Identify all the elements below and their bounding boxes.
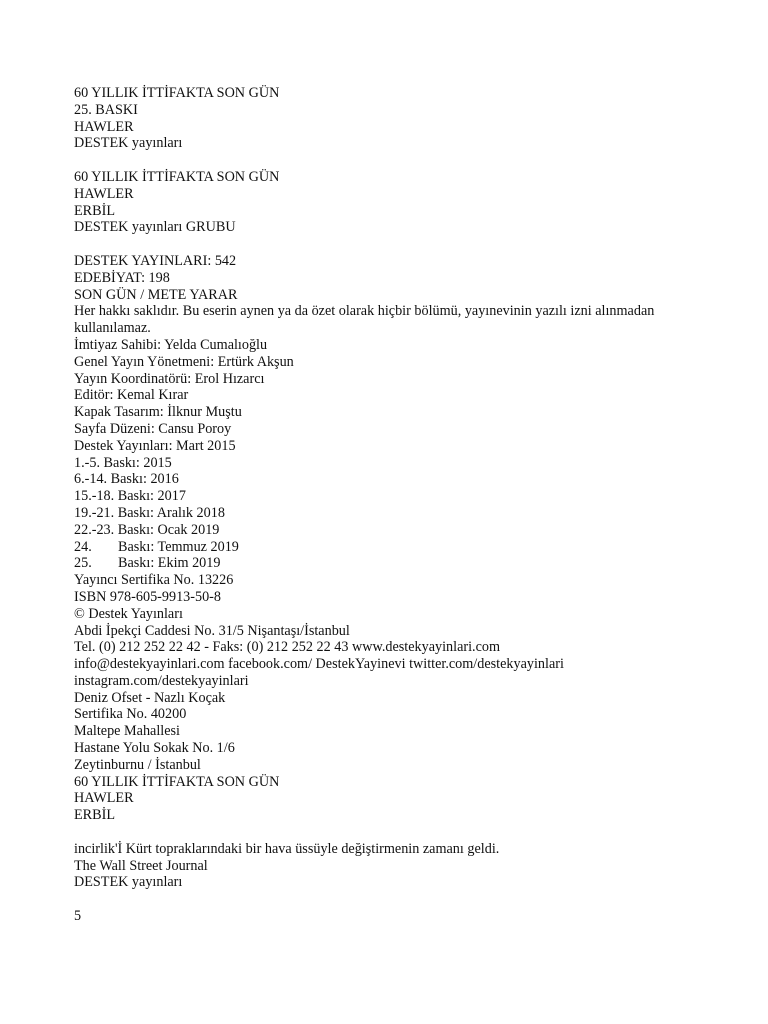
city-name-repeat: ERBİL	[74, 807, 115, 824]
contact-social: info@destekyayinlari.com facebook.com/ DestekYayinevi twitter.com/destekyayinlari	[74, 656, 564, 673]
layout-credit: Sayfa Düzeni: Cansu Poroy	[74, 420, 232, 437]
print-history-item	[74, 555, 704, 572]
book-title-repeat: 60 YILLIK İTTİFAKTA SON GÜN	[74, 168, 280, 185]
isbn: ISBN 978-605-9913-50-8	[74, 588, 221, 605]
city-name: ERBİL	[74, 202, 115, 219]
director-credit: Genel Yayın Yönetmeni: Ertürk Akşun	[74, 353, 294, 370]
printer-address: Maltepe Mahallesi	[74, 723, 180, 740]
printer-certificate: Sertifika No. 40200	[74, 706, 187, 723]
contact-instagram: instagram.com/destekyayinlari	[74, 672, 249, 689]
second-title-block	[74, 169, 704, 236]
spacer	[74, 152, 704, 169]
category-number: EDEBİYAT: 198	[74, 269, 170, 286]
editor-credit: Editör: Kemal Kırar	[74, 387, 189, 404]
publisher-address: Abdi İpekçi Caddesi No. 31/5 Nişantaşı/İstanbul	[74, 622, 350, 639]
publisher-certificate: Yayıncı Sertifika No. 13226	[74, 572, 234, 589]
print-history-item: 22.-23. Baskı: Ocak 2019	[74, 521, 220, 538]
contact-phone: Tel. (0) 212 252 22 42 - Faks: (0) 212 252 22 43 www.destekyayinlari.com	[74, 639, 501, 656]
rights-notice: Her hakkı saklıdır. Bu eserin aynen ya da özet olarak hiçbir bölümü, yayınevinin yazılı izni alınmadan kullanılamaz.	[74, 303, 655, 337]
book-title-repeat: 60 YILLIK İTTİFAKTA SON GÜN	[74, 773, 280, 790]
owner-credit: İmtiyaz Sahibi: Yelda Cumalıoğlu	[74, 336, 268, 353]
print-history-item: 1.-5. Baskı: 2015	[74, 454, 172, 471]
printer-name: Deniz Ofset - Nazlı Koçak	[74, 689, 226, 706]
author-name-repeat: HAWLER	[74, 185, 134, 202]
publisher-name: DESTEK yayınları	[74, 874, 183, 891]
print-history-item	[74, 539, 704, 556]
print-history-item: 15.-18. Baskı: 2017	[74, 488, 186, 505]
epigraph-source: The Wall Street Journal	[74, 857, 208, 874]
epigraph-quote: incirlik'İ Kürt topraklarındaki bir hava üssüyle değiştirmenin zamanı geldi.	[74, 840, 500, 857]
series-title: SON GÜN / METE YARAR	[74, 286, 238, 303]
book-title: 60 YILLIK İTTİFAKTA SON GÜN	[74, 85, 280, 101]
title-block	[74, 85, 704, 152]
series-number: DESTEK YAYINLARI: 542	[74, 252, 237, 269]
spacer	[74, 236, 704, 253]
print-date: Baskı: Ekim 2019	[118, 555, 221, 572]
edition-label: 25. BASKI	[74, 101, 138, 118]
print-history-item: 19.-21. Baskı: Aralık 2018	[74, 504, 225, 521]
printer-address: Zeytinburnu / İstanbul	[74, 756, 201, 773]
page-number: 5	[74, 908, 82, 924]
publisher-name: DESTEK yayınları	[74, 135, 183, 152]
cover-credit: Kapak Tasarım: İlknur Muştu	[74, 404, 242, 421]
spacer	[74, 824, 704, 841]
copyright: © Destek Yayınları	[74, 605, 183, 622]
print-number: 25.	[74, 555, 92, 572]
publisher-group: DESTEK yayınları GRUBU	[74, 219, 236, 236]
author-name-repeat: HAWLER	[74, 790, 134, 807]
author-name: HAWLER	[74, 118, 134, 135]
print-history-item: 6.-14. Baskı: 2016	[74, 471, 179, 488]
epigraph-block	[74, 841, 704, 891]
first-publication: Destek Yayınları: Mart 2015	[74, 437, 236, 454]
print-number: 24.	[74, 538, 92, 555]
coordinator-credit: Yayın Koordinatörü: Erol Hızarcı	[74, 370, 265, 387]
print-date: Baskı: Temmuz 2019	[118, 538, 239, 555]
printer-address: Hastane Yolu Sokak No. 1/6	[74, 740, 235, 757]
page-content	[74, 85, 704, 891]
colophon-block	[74, 253, 704, 824]
